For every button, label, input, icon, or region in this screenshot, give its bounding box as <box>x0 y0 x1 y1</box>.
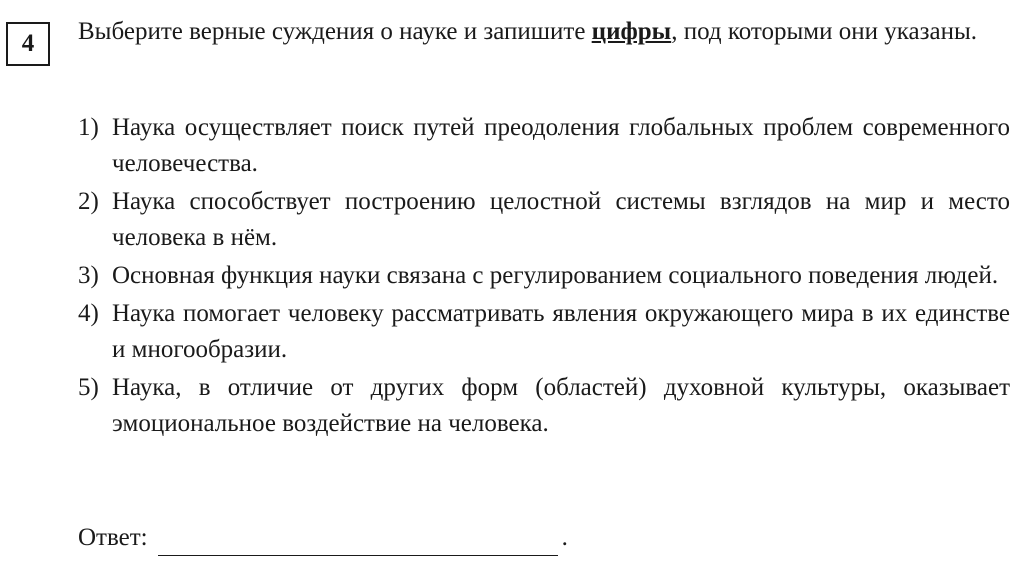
option-text: Наука, в отличие от других форм (областей) духовной культуры, оказывает эмоциональное воздействие на человека. <box>112 374 1010 437</box>
options-list <box>78 110 1010 444</box>
question-number-box <box>6 22 50 66</box>
option-text: Наука способствует построению целостной системы взглядов на мир и место человека в нём. <box>112 188 1010 251</box>
option-text: Наука осуществляет поиск путей преодоления глобальных проблем современного человечества. <box>112 114 1010 177</box>
option-item-2 <box>78 184 1010 256</box>
answer-input-line[interactable] <box>158 529 558 556</box>
question-text-after: , под которыми они указаны. <box>671 18 977 45</box>
option-text: Основная функция науки связана с регулированием социального поведения людей. <box>112 262 999 289</box>
answer-label: Ответ: <box>78 524 148 551</box>
option-number: 5) <box>78 374 99 401</box>
option-number: 3) <box>78 262 99 289</box>
answer-row <box>78 520 568 556</box>
option-number: 4) <box>78 300 99 327</box>
option-item-4 <box>78 296 1010 368</box>
question-number: 4 <box>21 30 35 57</box>
answer-end-mark: . <box>561 524 568 551</box>
option-item-5 <box>78 370 1010 442</box>
question-emphasis: цифры <box>591 18 672 45</box>
question-prompt <box>78 14 1010 50</box>
option-text: Наука помогает человеку рассматривать явления окружающего мира в их единстве и многообразии. <box>112 300 1010 363</box>
option-number: 1) <box>78 114 99 141</box>
option-number: 2) <box>78 188 99 215</box>
option-item-3 <box>78 258 1010 294</box>
option-item-1 <box>78 110 1010 182</box>
question-text-before: Выберите верные суждения о науке и запишите <box>78 18 592 45</box>
